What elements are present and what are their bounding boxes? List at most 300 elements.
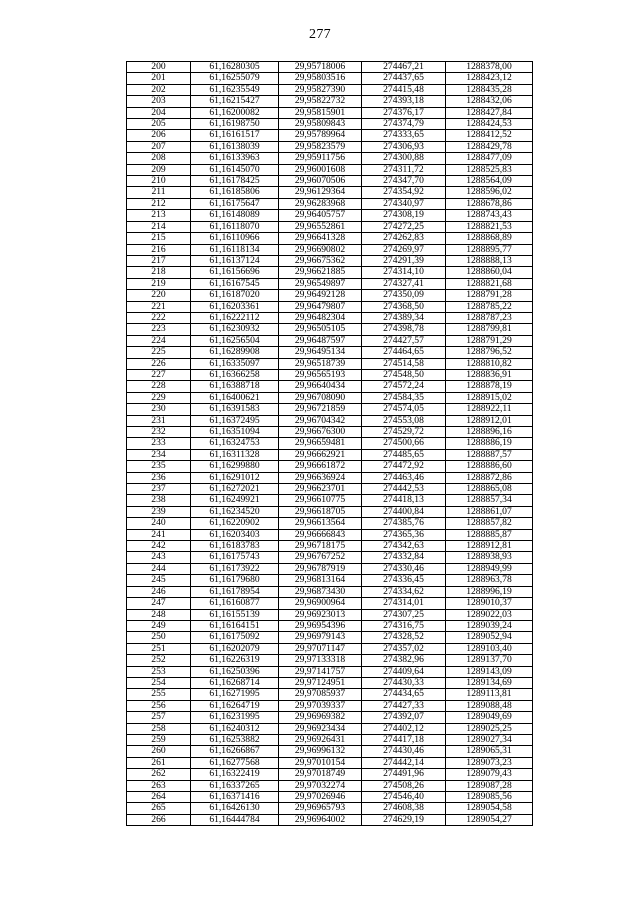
table-row [127, 677, 533, 688]
point-number-cell: 250 [127, 632, 191, 643]
table-row [127, 130, 533, 141]
longitude-cell: 29,97010154 [279, 757, 362, 768]
y-coordinate-cell: 1289052,94 [446, 632, 533, 643]
table-row [127, 792, 533, 803]
latitude-cell: 61,16280305 [191, 62, 279, 73]
point-number-cell: 223 [127, 324, 191, 335]
point-number-cell: 209 [127, 164, 191, 175]
point-number-cell: 259 [127, 734, 191, 745]
point-number-cell: 264 [127, 792, 191, 803]
latitude-cell: 61,16145070 [191, 164, 279, 175]
longitude-cell: 29,96505105 [279, 324, 362, 335]
table-row [127, 723, 533, 734]
x-coordinate-cell: 274548,50 [362, 369, 446, 380]
longitude-cell: 29,96969382 [279, 712, 362, 723]
x-coordinate-cell: 274417,18 [362, 734, 446, 745]
x-coordinate-cell: 274347,70 [362, 176, 446, 187]
x-coordinate-cell: 274385,76 [362, 518, 446, 529]
point-number-cell: 219 [127, 278, 191, 289]
y-coordinate-cell: 1288412,52 [446, 130, 533, 141]
table-row [127, 643, 533, 654]
point-number-cell: 231 [127, 415, 191, 426]
longitude-cell: 29,96641328 [279, 233, 362, 244]
point-number-cell: 216 [127, 244, 191, 255]
y-coordinate-cell: 1289103,40 [446, 643, 533, 654]
y-coordinate-cell: 1289049,69 [446, 712, 533, 723]
longitude-cell: 29,96675362 [279, 255, 362, 266]
x-coordinate-cell: 274402,12 [362, 723, 446, 734]
table-row [127, 449, 533, 460]
x-coordinate-cell: 274608,38 [362, 803, 446, 814]
table-row [127, 290, 533, 301]
y-coordinate-cell: 1288678,86 [446, 198, 533, 209]
y-coordinate-cell: 1288885,87 [446, 529, 533, 540]
y-coordinate-cell: 1288435,28 [446, 84, 533, 95]
latitude-cell: 61,16160877 [191, 598, 279, 609]
x-coordinate-cell: 274350,09 [362, 290, 446, 301]
latitude-cell: 61,16161517 [191, 130, 279, 141]
x-coordinate-cell: 274572,24 [362, 381, 446, 392]
table-row [127, 176, 533, 187]
table-row [127, 415, 533, 426]
longitude-cell: 29,96964002 [279, 814, 362, 825]
longitude-cell: 29,96610775 [279, 495, 362, 506]
x-coordinate-cell: 274306,93 [362, 141, 446, 152]
point-number-cell: 230 [127, 404, 191, 415]
table-row [127, 164, 533, 175]
longitude-cell: 29,97141757 [279, 666, 362, 677]
y-coordinate-cell: 1288896,16 [446, 427, 533, 438]
longitude-cell: 29,96923434 [279, 723, 362, 734]
x-coordinate-cell: 274464,65 [362, 347, 446, 358]
table-row [127, 324, 533, 335]
table-row [127, 119, 533, 130]
point-number-cell: 201 [127, 73, 191, 84]
y-coordinate-cell: 1289134,69 [446, 677, 533, 688]
y-coordinate-cell: 1288378,00 [446, 62, 533, 73]
table-row [127, 141, 533, 152]
table-row [127, 472, 533, 483]
table-row [127, 84, 533, 95]
x-coordinate-cell: 274314,10 [362, 267, 446, 278]
y-coordinate-cell: 1288799,81 [446, 324, 533, 335]
point-number-cell: 245 [127, 575, 191, 586]
longitude-cell: 29,96640434 [279, 381, 362, 392]
x-coordinate-cell: 274269,97 [362, 244, 446, 255]
table-row [127, 233, 533, 244]
point-number-cell: 248 [127, 609, 191, 620]
latitude-cell: 61,16268714 [191, 677, 279, 688]
point-number-cell: 226 [127, 358, 191, 369]
table-row [127, 689, 533, 700]
y-coordinate-cell: 1289027,34 [446, 734, 533, 745]
latitude-cell: 61,16138039 [191, 141, 279, 152]
table-row [127, 335, 533, 346]
y-coordinate-cell: 1288477,09 [446, 153, 533, 164]
longitude-cell: 29,96479807 [279, 301, 362, 312]
y-coordinate-cell: 1288810,82 [446, 358, 533, 369]
point-number-cell: 254 [127, 677, 191, 688]
point-number-cell: 241 [127, 529, 191, 540]
point-number-cell: 206 [127, 130, 191, 141]
longitude-cell: 29,97026946 [279, 792, 362, 803]
y-coordinate-cell: 1288912,01 [446, 415, 533, 426]
table-row [127, 484, 533, 495]
x-coordinate-cell: 274574,05 [362, 404, 446, 415]
latitude-cell: 61,16178954 [191, 586, 279, 597]
latitude-cell: 61,16173922 [191, 563, 279, 574]
x-coordinate-cell: 274442,53 [362, 484, 446, 495]
longitude-cell: 29,96666843 [279, 529, 362, 540]
longitude-cell: 29,96996132 [279, 746, 362, 757]
latitude-cell: 61,16371416 [191, 792, 279, 803]
table-row [127, 267, 533, 278]
y-coordinate-cell: 1288878,19 [446, 381, 533, 392]
longitude-cell: 29,96659481 [279, 438, 362, 449]
point-number-cell: 246 [127, 586, 191, 597]
longitude-cell: 29,96926431 [279, 734, 362, 745]
table-row [127, 506, 533, 517]
y-coordinate-cell: 1288791,28 [446, 290, 533, 301]
point-number-cell: 249 [127, 620, 191, 631]
longitude-cell: 29,96676300 [279, 427, 362, 438]
latitude-cell: 61,16222112 [191, 312, 279, 323]
y-coordinate-cell: 1289143,09 [446, 666, 533, 677]
y-coordinate-cell: 1288432,06 [446, 96, 533, 107]
table-row [127, 529, 533, 540]
latitude-cell: 61,16264719 [191, 700, 279, 711]
latitude-cell: 61,16324753 [191, 438, 279, 449]
point-number-cell: 210 [127, 176, 191, 187]
latitude-cell: 61,16179680 [191, 575, 279, 586]
point-number-cell: 205 [127, 119, 191, 130]
point-number-cell: 247 [127, 598, 191, 609]
y-coordinate-cell: 1288949,99 [446, 563, 533, 574]
longitude-cell: 29,96923013 [279, 609, 362, 620]
table-row [127, 187, 533, 198]
latitude-cell: 61,16231995 [191, 712, 279, 723]
longitude-cell: 29,96552861 [279, 221, 362, 232]
x-coordinate-cell: 274434,65 [362, 689, 446, 700]
x-coordinate-cell: 274382,96 [362, 655, 446, 666]
longitude-cell: 29,96621885 [279, 267, 362, 278]
longitude-cell: 29,97032274 [279, 780, 362, 791]
longitude-cell: 29,96636924 [279, 472, 362, 483]
latitude-cell: 61,16215427 [191, 96, 279, 107]
y-coordinate-cell: 1288915,02 [446, 392, 533, 403]
longitude-cell: 29,97018749 [279, 769, 362, 780]
point-number-cell: 244 [127, 563, 191, 574]
point-number-cell: 238 [127, 495, 191, 506]
point-number-cell: 260 [127, 746, 191, 757]
latitude-cell: 61,16155139 [191, 609, 279, 620]
latitude-cell: 61,16322419 [191, 769, 279, 780]
table-row [127, 73, 533, 84]
point-number-cell: 251 [127, 643, 191, 654]
y-coordinate-cell: 1288938,93 [446, 552, 533, 563]
point-number-cell: 203 [127, 96, 191, 107]
y-coordinate-cell: 1288996,19 [446, 586, 533, 597]
latitude-cell: 61,16148089 [191, 210, 279, 221]
x-coordinate-cell: 274415,48 [362, 84, 446, 95]
longitude-cell: 29,96813164 [279, 575, 362, 586]
table-row [127, 244, 533, 255]
point-number-cell: 218 [127, 267, 191, 278]
longitude-cell: 29,96405757 [279, 210, 362, 221]
point-number-cell: 211 [127, 187, 191, 198]
latitude-cell: 61,16311328 [191, 449, 279, 460]
latitude-cell: 61,16183783 [191, 541, 279, 552]
y-coordinate-cell: 1289073,23 [446, 757, 533, 768]
y-coordinate-cell: 1289025,25 [446, 723, 533, 734]
point-number-cell: 228 [127, 381, 191, 392]
table-row [127, 210, 533, 221]
x-coordinate-cell: 274500,66 [362, 438, 446, 449]
longitude-cell: 29,95822732 [279, 96, 362, 107]
x-coordinate-cell: 274463,46 [362, 472, 446, 483]
x-coordinate-cell: 274392,07 [362, 712, 446, 723]
y-coordinate-cell: 1289022,03 [446, 609, 533, 620]
latitude-cell: 61,16277568 [191, 757, 279, 768]
point-number-cell: 233 [127, 438, 191, 449]
latitude-cell: 61,16444784 [191, 814, 279, 825]
x-coordinate-cell: 274272,25 [362, 221, 446, 232]
y-coordinate-cell: 1289039,24 [446, 620, 533, 631]
table-row [127, 769, 533, 780]
latitude-cell: 61,16156696 [191, 267, 279, 278]
longitude-cell: 29,96518739 [279, 358, 362, 369]
longitude-cell: 29,96129364 [279, 187, 362, 198]
page-number: 277 [309, 27, 331, 42]
latitude-cell: 61,16175092 [191, 632, 279, 643]
point-number-cell: 212 [127, 198, 191, 209]
latitude-cell: 61,16133963 [191, 153, 279, 164]
point-number-cell: 222 [127, 312, 191, 323]
latitude-cell: 61,16187020 [191, 290, 279, 301]
table-row [127, 62, 533, 73]
x-coordinate-cell: 274437,65 [362, 73, 446, 84]
longitude-cell: 29,96495134 [279, 347, 362, 358]
latitude-cell: 61,16372495 [191, 415, 279, 426]
x-coordinate-cell: 274365,36 [362, 529, 446, 540]
x-coordinate-cell: 274584,35 [362, 392, 446, 403]
x-coordinate-cell: 274307,25 [362, 609, 446, 620]
x-coordinate-cell: 274374,79 [362, 119, 446, 130]
point-number-cell: 255 [127, 689, 191, 700]
latitude-cell: 61,16164151 [191, 620, 279, 631]
y-coordinate-cell: 1288791,29 [446, 335, 533, 346]
point-number-cell: 265 [127, 803, 191, 814]
longitude-cell: 29,96708090 [279, 392, 362, 403]
latitude-cell: 61,16291012 [191, 472, 279, 483]
x-coordinate-cell: 274427,57 [362, 335, 446, 346]
latitude-cell: 61,16240312 [191, 723, 279, 734]
x-coordinate-cell: 274332,84 [362, 552, 446, 563]
x-coordinate-cell: 274472,92 [362, 461, 446, 472]
y-coordinate-cell: 1288424,53 [446, 119, 533, 130]
x-coordinate-cell: 274400,84 [362, 506, 446, 517]
x-coordinate-cell: 274393,18 [362, 96, 446, 107]
table-row [127, 541, 533, 552]
table-row [127, 392, 533, 403]
point-number-cell: 252 [127, 655, 191, 666]
longitude-cell: 29,96482304 [279, 312, 362, 323]
table-row [127, 221, 533, 232]
point-number-cell: 236 [127, 472, 191, 483]
latitude-cell: 61,16266867 [191, 746, 279, 757]
y-coordinate-cell: 1289113,81 [446, 689, 533, 700]
x-coordinate-cell: 274336,45 [362, 575, 446, 586]
longitude-cell: 29,97039337 [279, 700, 362, 711]
latitude-cell: 61,16388718 [191, 381, 279, 392]
latitude-cell: 61,16250396 [191, 666, 279, 677]
x-coordinate-cell: 274430,33 [362, 677, 446, 688]
y-coordinate-cell: 1288860,04 [446, 267, 533, 278]
table-row [127, 552, 533, 563]
longitude-cell: 29,96662921 [279, 449, 362, 460]
table-row [127, 96, 533, 107]
point-number-cell: 234 [127, 449, 191, 460]
longitude-cell: 29,96283968 [279, 198, 362, 209]
longitude-cell: 29,96704342 [279, 415, 362, 426]
table-row [127, 381, 533, 392]
point-number-cell: 225 [127, 347, 191, 358]
latitude-cell: 61,16203361 [191, 301, 279, 312]
longitude-cell: 29,96001608 [279, 164, 362, 175]
y-coordinate-cell: 1288429,78 [446, 141, 533, 152]
point-number-cell: 258 [127, 723, 191, 734]
y-coordinate-cell: 1288796,52 [446, 347, 533, 358]
x-coordinate-cell: 274327,41 [362, 278, 446, 289]
table-row [127, 575, 533, 586]
y-coordinate-cell: 1289137,70 [446, 655, 533, 666]
point-number-cell: 200 [127, 62, 191, 73]
longitude-cell: 29,96787919 [279, 563, 362, 574]
table-row [127, 609, 533, 620]
x-coordinate-cell: 274308,19 [362, 210, 446, 221]
x-coordinate-cell: 274330,46 [362, 563, 446, 574]
latitude-cell: 61,16289908 [191, 347, 279, 358]
table-row [127, 746, 533, 757]
y-coordinate-cell: 1289054,58 [446, 803, 533, 814]
x-coordinate-cell: 274354,92 [362, 187, 446, 198]
latitude-cell: 61,16255079 [191, 73, 279, 84]
point-number-cell: 235 [127, 461, 191, 472]
latitude-cell: 61,16426130 [191, 803, 279, 814]
longitude-cell: 29,96492128 [279, 290, 362, 301]
latitude-cell: 61,16137124 [191, 255, 279, 266]
y-coordinate-cell: 1288857,82 [446, 518, 533, 529]
longitude-cell: 29,97071147 [279, 643, 362, 654]
latitude-cell: 61,16337265 [191, 780, 279, 791]
longitude-cell: 29,96661872 [279, 461, 362, 472]
table-row [127, 107, 533, 118]
table-row [127, 495, 533, 506]
x-coordinate-cell: 274398,78 [362, 324, 446, 335]
y-coordinate-cell: 1289010,37 [446, 598, 533, 609]
longitude-cell: 29,95911756 [279, 153, 362, 164]
y-coordinate-cell: 1288787,23 [446, 312, 533, 323]
latitude-cell: 61,16178425 [191, 176, 279, 187]
x-coordinate-cell: 274467,21 [362, 62, 446, 73]
table-row [127, 461, 533, 472]
latitude-cell: 61,16175743 [191, 552, 279, 563]
x-coordinate-cell: 274389,34 [362, 312, 446, 323]
latitude-cell: 61,16118070 [191, 221, 279, 232]
table-row [127, 666, 533, 677]
table-row [127, 655, 533, 666]
table-row [127, 780, 533, 791]
x-coordinate-cell: 274334,62 [362, 586, 446, 597]
latitude-cell: 61,16366258 [191, 369, 279, 380]
table-row [127, 734, 533, 745]
x-coordinate-cell: 274342,63 [362, 541, 446, 552]
longitude-cell: 29,97124951 [279, 677, 362, 688]
latitude-cell: 61,16185806 [191, 187, 279, 198]
latitude-cell: 61,16230932 [191, 324, 279, 335]
longitude-cell: 29,95789964 [279, 130, 362, 141]
longitude-cell: 29,95718006 [279, 62, 362, 73]
x-coordinate-cell: 274491,96 [362, 769, 446, 780]
longitude-cell: 29,96549897 [279, 278, 362, 289]
x-coordinate-cell: 274409,64 [362, 666, 446, 677]
y-coordinate-cell: 1288888,13 [446, 255, 533, 266]
x-coordinate-cell: 274529,72 [362, 427, 446, 438]
point-number-cell: 232 [127, 427, 191, 438]
y-coordinate-cell: 1288525,83 [446, 164, 533, 175]
latitude-cell: 61,16253882 [191, 734, 279, 745]
latitude-cell: 61,16110966 [191, 233, 279, 244]
longitude-cell: 29,95809843 [279, 119, 362, 130]
longitude-cell: 29,96767252 [279, 552, 362, 563]
longitude-cell: 29,96618705 [279, 506, 362, 517]
longitude-cell: 29,96873430 [279, 586, 362, 597]
y-coordinate-cell: 1288427,84 [446, 107, 533, 118]
table-row [127, 198, 533, 209]
latitude-cell: 61,16272021 [191, 484, 279, 495]
point-number-cell: 227 [127, 369, 191, 380]
y-coordinate-cell: 1288886,19 [446, 438, 533, 449]
point-number-cell: 256 [127, 700, 191, 711]
x-coordinate-cell: 274340,97 [362, 198, 446, 209]
latitude-cell: 61,16256504 [191, 335, 279, 346]
table-row [127, 347, 533, 358]
point-number-cell: 208 [127, 153, 191, 164]
latitude-cell: 61,16235549 [191, 84, 279, 95]
table-row [127, 255, 533, 266]
table-row [127, 700, 533, 711]
x-coordinate-cell: 274514,58 [362, 358, 446, 369]
x-coordinate-cell: 274629,19 [362, 814, 446, 825]
y-coordinate-cell: 1288963,78 [446, 575, 533, 586]
y-coordinate-cell: 1289079,43 [446, 769, 533, 780]
latitude-cell: 61,16351094 [191, 427, 279, 438]
table-row [127, 757, 533, 768]
y-coordinate-cell: 1289065,31 [446, 746, 533, 757]
y-coordinate-cell: 1288785,22 [446, 301, 533, 312]
x-coordinate-cell: 274553,08 [362, 415, 446, 426]
point-number-cell: 207 [127, 141, 191, 152]
point-number-cell: 263 [127, 780, 191, 791]
longitude-cell: 29,96721859 [279, 404, 362, 415]
table-row [127, 632, 533, 643]
table-row [127, 301, 533, 312]
table-row [127, 404, 533, 415]
latitude-cell: 61,16226319 [191, 655, 279, 666]
x-coordinate-cell: 274328,52 [362, 632, 446, 643]
x-coordinate-cell: 274430,46 [362, 746, 446, 757]
point-number-cell: 221 [127, 301, 191, 312]
